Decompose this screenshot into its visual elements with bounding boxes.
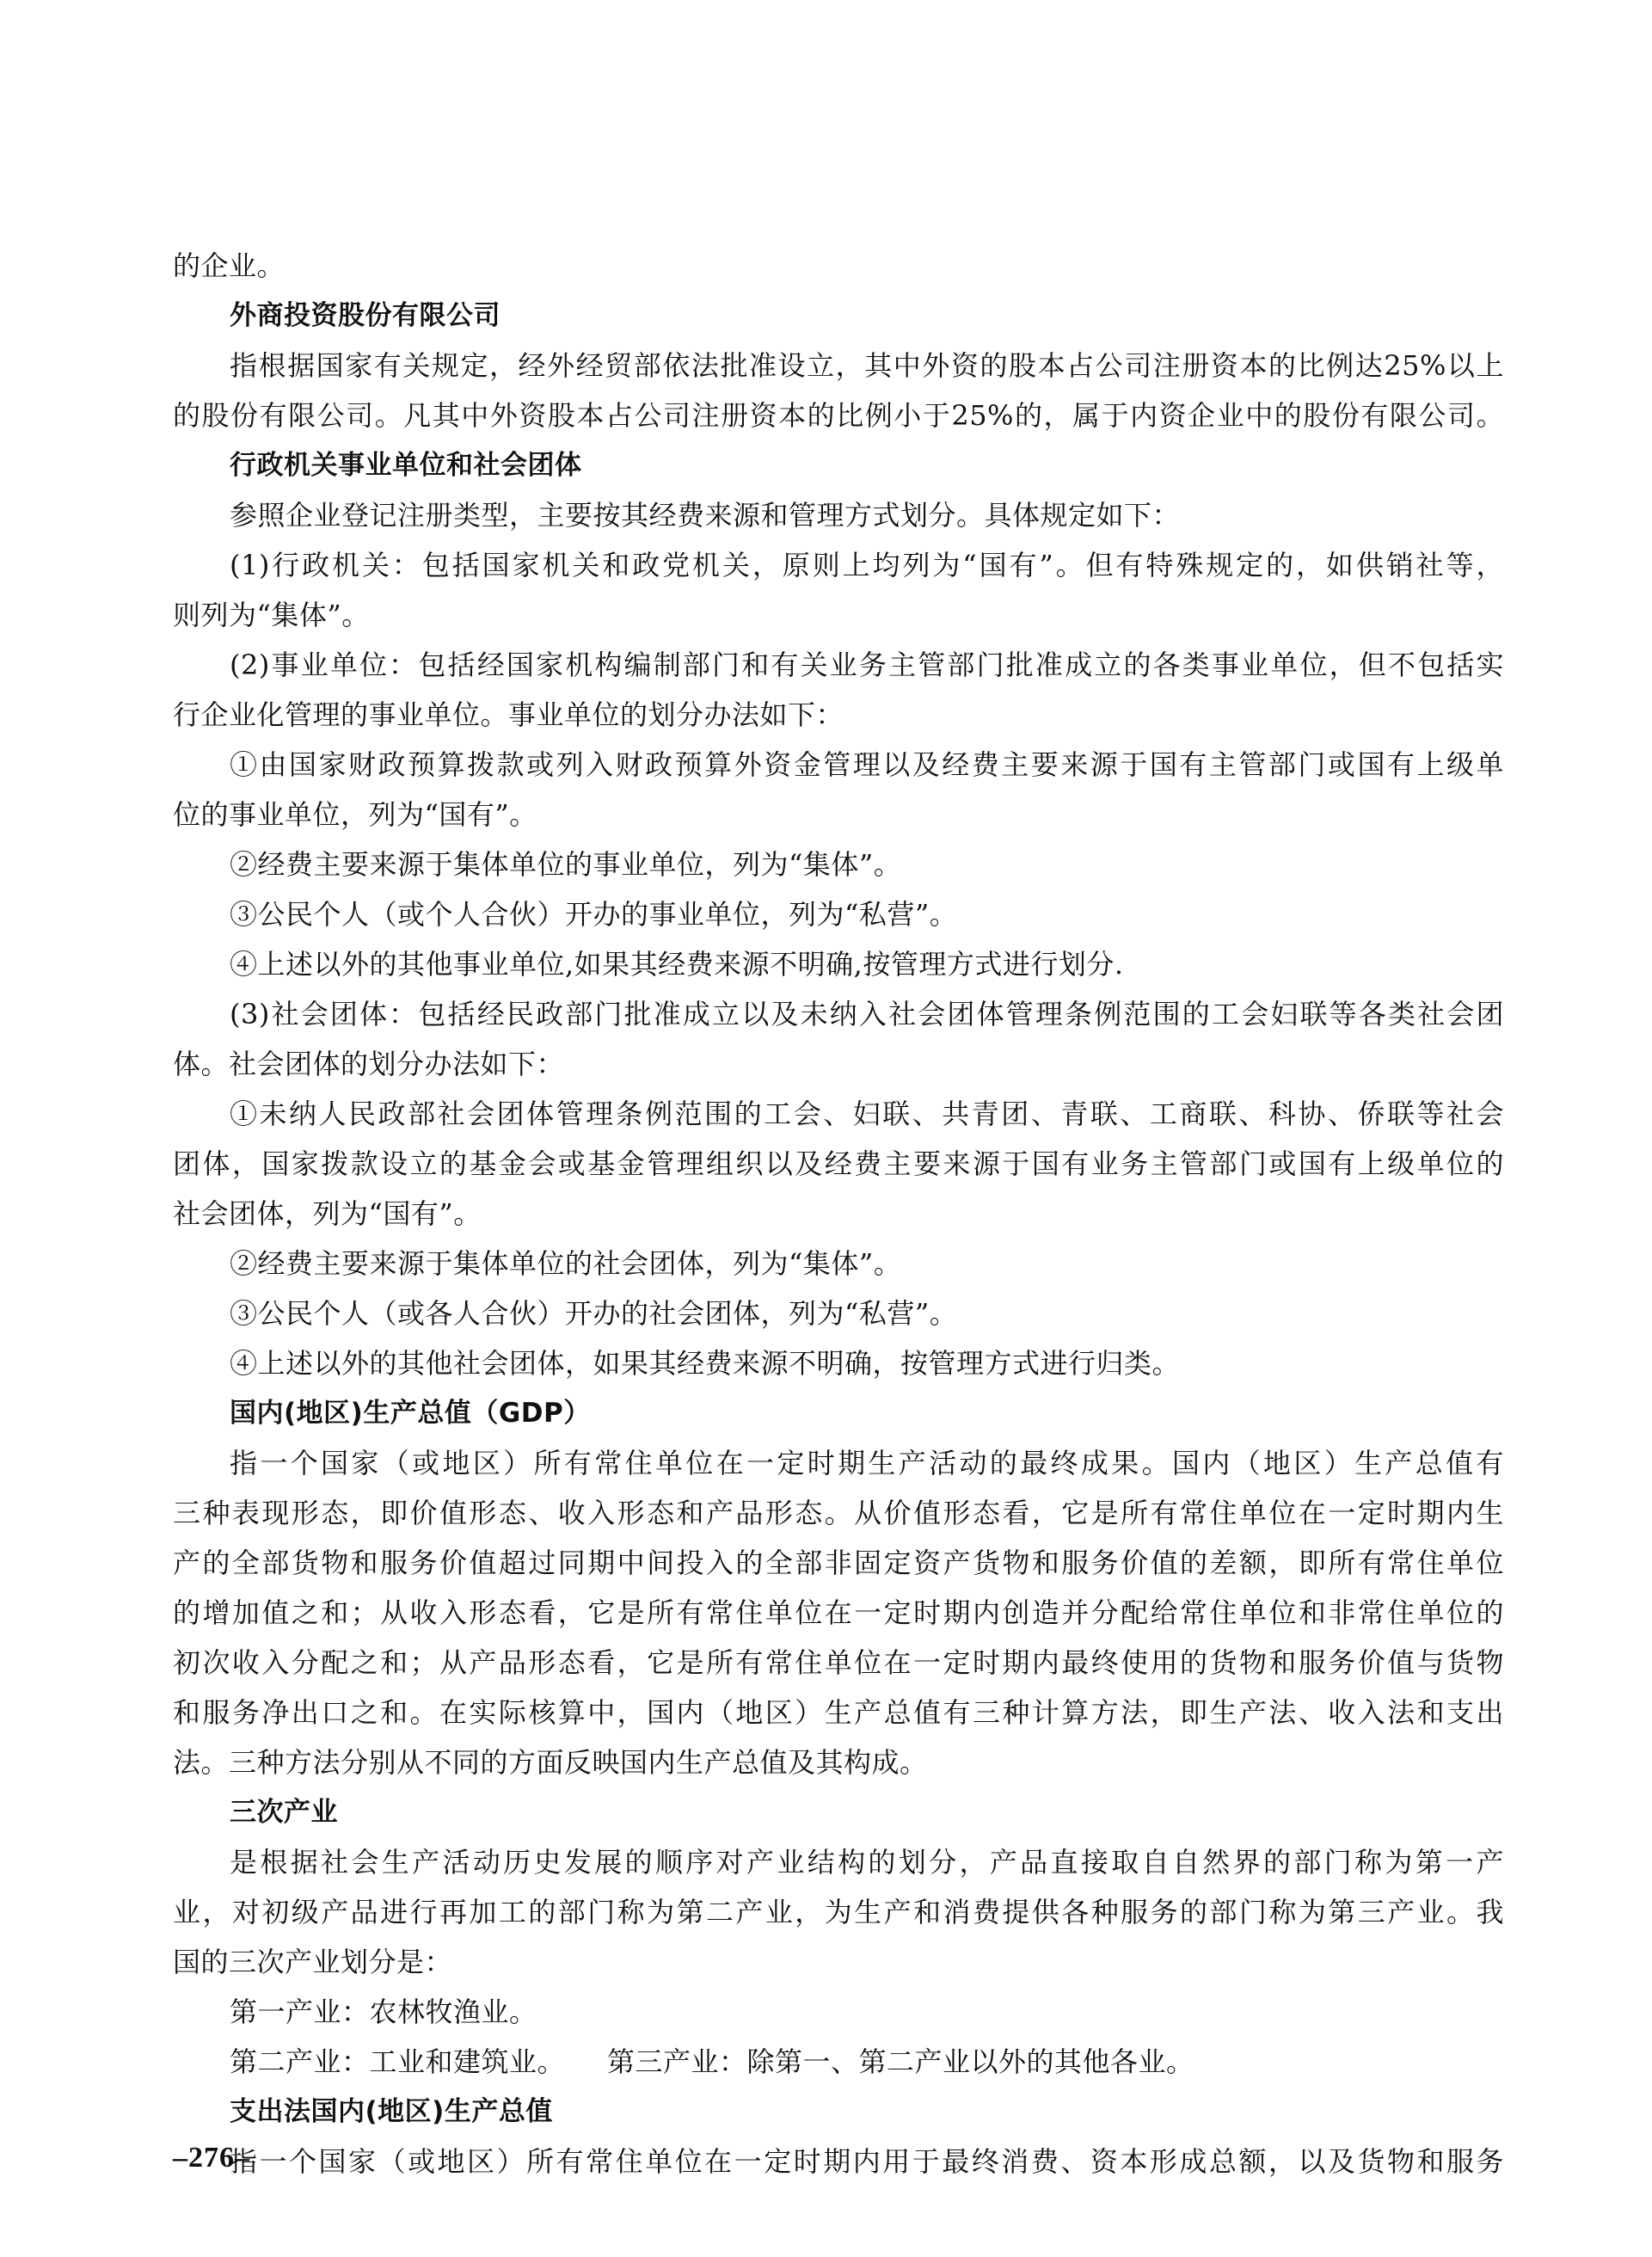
text-line: 社会团体，列为“国有”。 (173, 1197, 482, 1230)
text-line: 第一产业：农林牧渔业。 (230, 1996, 537, 2028)
text-line: 的股份有限公司。凡其中外资股本占公司注册资本的比例小于25%的，属于内资企业中的股份有限公司。 (173, 399, 1504, 432)
text-line: ③公民个人（或个人合伙）开办的事业单位，列为“私营”。 (230, 898, 958, 931)
text-line: 体。社会团体的划分办法如下： (173, 1048, 565, 1080)
text-line: 指一个国家（或地区）所有常住单位在一定时期内用于最终消费、资本形成总额，以及货物和服务 (230, 2145, 1504, 2178)
text-line: 的企业。 (173, 249, 286, 282)
text-line: 位的事业单位，列为“国有”。 (173, 798, 537, 831)
text-line: 业，对初级产品进行再加工的部门称为第二产业，为生产和消费提供各种服务的部门称为第三产业。我 (173, 1896, 1504, 1928)
text-line: 指根据国家有关规定，经外经贸部依法批准设立，其中外资的股本占公司注册资本的比例达25%以上 (230, 349, 1504, 382)
section-heading: 三次产业 (230, 1797, 338, 1828)
section-heading: 行政机关事业单位和社会团体 (230, 450, 582, 481)
text-line: ②经费主要来源于集体单位的事业单位，列为“集体”。 (230, 848, 902, 881)
text-line: ④上述以外的其他社会团体，如果其经费来源不明确，按管理方式进行归类。 (230, 1347, 1181, 1380)
text-line: 初次收入分配之和；从产品形态看，它是所有常住单位在一定时期内最终使用的货物和服务价值与货物 (173, 1646, 1504, 1679)
section-heading: 国内(地区)生产总值（GDP） (230, 1398, 591, 1429)
text-line: 团体，国家拨款设立的基金会或基金管理组织以及经费主要来源于国有业务主管部门或国有上级单位的 (173, 1147, 1504, 1180)
text-line: 和服务净出口之和。在实际核算中，国内（地区）生产总值有三种计算方法，即生产法、收入法和支出 (173, 1696, 1504, 1729)
text-line: ①由国家财政预算拨款或列入财政预算外资金管理以及经费主要来源于国有主管部门或国有上级单 (230, 748, 1504, 781)
text-line: ①未纳人民政部社会团体管理条例范围的工会、妇联、共青团、青联、工商联、科协、侨联等社会 (230, 1098, 1504, 1130)
text-line: 则列为“集体”。 (173, 599, 370, 631)
text-line: ③公民个人（或各人合伙）开办的社会团体，列为“私营”。 (230, 1297, 958, 1330)
text-line: 行企业化管理的事业单位。事业单位的划分办法如下： (173, 698, 844, 731)
section-heading: 外商投资股份有限公司 (230, 300, 501, 331)
text-line: 产的全部货物和服务价值超过同期中间投入的全部非固定资产货物和服务价值的差额，即所有常住单位 (173, 1547, 1504, 1579)
text-line: 三种表现形态，即价值形态、收入形态和产品形态。从价值形态看，它是所有常住单位在一定时期内生 (173, 1497, 1504, 1529)
section-heading: 支出法国内(地区)生产总值 (230, 2096, 553, 2127)
document-page (173, 241, 1504, 2186)
page-number: –276– (173, 2142, 250, 2174)
text-line: 国的三次产业划分是： (173, 1946, 453, 1978)
text-line: (2)事业单位：包括经国家机构编制部门和有关业务主管部门批准成立的各类事业单位，但不包括实 (230, 649, 1504, 681)
text-line: 第二产业：工业和建筑业。 第三产业：除第一、第二产业以外的其他各业。 (230, 2045, 1194, 2078)
text-line: 是根据社会生产活动历史发展的顺序对产业结构的划分，产品直接取自自然界的部门称为第一产 (230, 1846, 1504, 1879)
text-line: (1)行政机关：包括国家机关和政党机关，原则上均列为“国有”。但有特殊规定的，如供销社等， (230, 549, 1504, 581)
text-line: ②经费主要来源于集体单位的社会团体，列为“集体”。 (230, 1247, 902, 1280)
text-line: ④上述以外的其他事业单位,如果其经费来源不明确,按管理方式进行划分. (230, 948, 1124, 981)
text-line: 参照企业登记注册类型，主要按其经费来源和管理方式划分。具体规定如下： (230, 499, 1181, 532)
text-line: 指一个国家（或地区）所有常住单位在一定时期生产活动的最终成果。国内（地区）生产总值有 (230, 1447, 1504, 1479)
text-line: (3)社会团体：包括经民政部门批准成立以及未纳入社会团体管理条例范围的工会妇联等各类社会团 (230, 998, 1504, 1030)
text-line: 的增加值之和；从收入形态看，它是所有常住单位在一定时期内创造并分配给常住单位和非常住单位的 (173, 1596, 1504, 1629)
text-line: 法。三种方法分别从不同的方面反映国内生产总值及其构成。 (173, 1746, 928, 1779)
